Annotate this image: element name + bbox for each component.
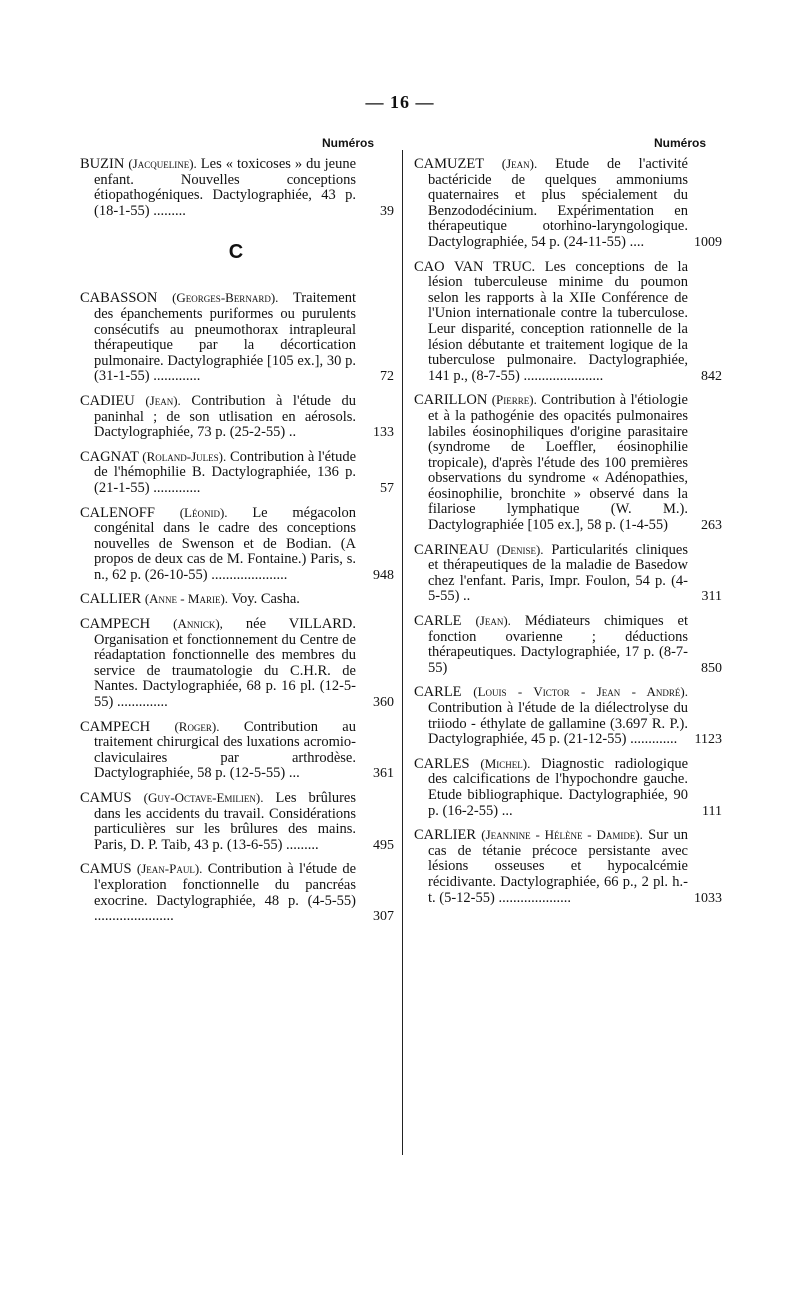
entry-number: 39 [380, 203, 394, 219]
entry-given-name: (Jean). [501, 156, 538, 171]
entry-given-name: (Louis - Victor - Jean - André). [473, 684, 689, 700]
entry-text: Contribution à l'étiologie et à la pathogénie des opacités pulmonaires labiles éosinophiliques d'origine parasitaire (syndrome de Loeffler, éosinophilie tropicale), d'après l'étude des 100 premières observations du syndrome « Adénopathies, éosinophilie, bronchite » observé dans la filariose lymphatique (W. M.). Dactylographiée [105 ex.], 58 p. (1-4-55) [428, 392, 688, 534]
entry-text: née VILLARD. Organisation et fonctionnement du Centre de réadaptation fonctionnelle des membres du service de traumatologie du C.H.R. de Nantes. Dactylographiée, 68 p. 16 pl. (12-5-55) .............. [94, 616, 357, 711]
entry-name: CALENOFF [80, 504, 155, 521]
entry-item [80, 504, 394, 584]
entry-item [414, 541, 722, 605]
entry-text: Etude de l'activité bactéricide de quelques ammoniums quaternaires et plus spécialement du Benzododécinium. Expérimentation en thérapeutique otorhino-laryngologique. Dactylographiée, 54 p. (24-11-55) .... [428, 156, 688, 250]
entry-name: BUZIN [80, 156, 125, 172]
entry-number: 311 [701, 589, 722, 605]
entry-text: Particularités cliniques et thérapeutiques de la maladie de Basedow chez l'enfant. Paris, Impr. Foulon, 54 p. (4-5-55) .. [428, 541, 689, 605]
entry-name: CAMPECH [80, 718, 151, 735]
entry-name: CALLIER [80, 591, 142, 608]
entry-item [80, 718, 394, 782]
entry-given-name: (Jacqueline). [128, 156, 197, 171]
entry-name: CARLES [414, 755, 470, 772]
entry-number: 72 [380, 369, 394, 385]
entry-text: Contribution au traitement chirurgical des luxations acromio-claviculaires par arthrodèse. Dactylographiée, 58 p. (12-5-55) ... [94, 718, 356, 782]
entry-item [80, 591, 356, 608]
entry-text: Contribution à l'étude du paninhal ; de son utlisation en aérosols. Dactylographiée, 73 p. (25-2-55) .. [94, 392, 356, 441]
entry-given-name: (Denise). [496, 541, 544, 557]
entry-given-name: (Jean). [475, 613, 511, 629]
entry-number: 360 [373, 695, 394, 711]
entry-given-name: (Roger). [174, 718, 220, 734]
entry-text: Contribution à l'étude de l'hémophilie B. Dactylographiée, 136 p. (21-1-55) ............. [94, 448, 357, 496]
entry-name: CARILLON [414, 392, 488, 409]
right-column-header: Numéros [654, 136, 707, 150]
entry-given-name: (Jean). [145, 392, 181, 408]
entry-item [414, 684, 722, 748]
entry-number: 263 [701, 518, 722, 534]
entry-given-name: (Georges-Bernard). [172, 290, 279, 306]
entry-name: CARLIER [414, 827, 477, 844]
entry-item [80, 448, 394, 497]
entry-text: Les conceptions de la lésion tuberculeuse minime du poumon selon les rapports à la XIIe Conférence de l'Union internationale contre la tuberculose. Leur disparité, conception rationnelle de la lésion débutante et traitement logique de la tuberculose pulmonaire. Dactylographiée, 141 p., (8-7-55) ...................... [428, 258, 688, 384]
page-number: — 16 — [365, 92, 435, 112]
entry-item [80, 392, 394, 441]
right-column [414, 136, 720, 914]
entry-item [414, 156, 722, 251]
entry-text: Contribution à l'étude de la diélectrolyse du triiodo - éthylate de gallamine (3.697 R. P.). Dactylographiée, 45 p. (21-12-55) ............. [428, 700, 688, 748]
entry-text: Sur un cas de tétanie précoce persistante avec lésions osseuses et hypocalcémie récidivante. Dactylographiée, 66 p., 2 pl. h.-t. (5-12-55) .................... [428, 827, 688, 906]
entry-text: Le mégacolon congénital dans le cadre des conceptions nouvelles de Swenson et de Bodian. (A propos de deux cas de M. Fontaine.) Paris, s. n., 62 p. (26-10-55) ..................... [94, 504, 356, 583]
section-letter: C [228, 241, 244, 264]
entry-text: Diagnostic radiologique des calcifications de l'hypochondre gauche. Etude bibliographique. Dactylographiée, 90 p. (16-2-55) ... [428, 755, 689, 819]
entry-given-name: (Michel). [480, 755, 531, 771]
entry-text: Contribution à l'étude de l'exploration fonctionnelle du pancréas exocrine. Dactylographiée, 48 p. (4-5-55) ...................... [94, 861, 357, 925]
entry-number: 842 [701, 368, 722, 384]
entry-name: CABASSON [80, 290, 158, 307]
entry-item [80, 790, 394, 853]
entry-name: CAO VAN TRUC. [414, 258, 536, 275]
entry-number: 495 [373, 837, 394, 853]
entry-name: CADIEU [80, 392, 135, 409]
entry-item [414, 755, 722, 819]
entry-number: 1009 [694, 234, 722, 250]
entry-item [414, 392, 722, 534]
entry-given-name: (Annick), [173, 616, 223, 632]
entry-given-name: (Jean-Paul). [136, 861, 203, 877]
entry-given-name: (Anne - Marie). [144, 591, 229, 607]
entry-number: 361 [373, 766, 394, 782]
entry-item [414, 258, 722, 385]
entry-name: CARLE [414, 613, 462, 630]
entry-number: 307 [373, 909, 394, 925]
entry-number: 133 [373, 425, 394, 441]
entry-number: 1123 [694, 732, 722, 748]
column-divider [402, 150, 403, 1155]
entry-item [80, 616, 394, 711]
left-column-header: Numéros [322, 136, 375, 150]
entry-text: Voy. Casha. [231, 591, 300, 608]
entry-text: Traitement des épanchements puriformes ou purulents consécutifs au pneumothorax intrapleural thérapeutique par la décortication pulmonaire. Dactylographiée [105 ex.], 30 p. (31-1-55) ............. [94, 290, 356, 385]
entry-name: CAGNAT [80, 448, 139, 465]
entry-number: 57 [380, 480, 394, 496]
entry-item [414, 613, 722, 676]
entry-number: 850 [701, 660, 722, 676]
entry-given-name: (Roland-Jules). [142, 448, 227, 464]
entry-name: CAMUS [80, 790, 132, 806]
entry-name: CARINEAU [414, 541, 489, 558]
entry-name: CAMPECH [80, 616, 151, 633]
entry-item [414, 827, 722, 906]
entry-name: CARLE [414, 684, 462, 701]
entry-item [80, 290, 394, 385]
entry-text: Les « toxicoses » du jeune enfant. Nouvelles conceptions étiopathogéniques. Dactylographiée, 43 p. (18-1-55) ......... [94, 156, 357, 219]
entry-number: 948 [373, 567, 394, 583]
entry-given-name: (Pierre). [491, 392, 537, 408]
entry-name: CAMUZET [414, 156, 484, 172]
entry-buzin [80, 156, 394, 219]
entry-given-name: (Guy-Octave-Emilien). [143, 790, 264, 805]
entry-name: CAMUS [80, 861, 132, 878]
entry-item [80, 861, 394, 925]
entry-number: 111 [702, 803, 722, 819]
entry-text: Médiateurs chimiques et fonction ovarienne ; déductions thérapeutiques. Dactylographiée, 17 p. (8-7-55) [428, 613, 689, 676]
entry-given-name: (Léonid). [179, 504, 228, 520]
entry-number: 1033 [694, 890, 722, 906]
entry-text: Les brûlures dans les accidents du travail. Considérations particulières sur les brûlures des mains. Paris, D. P. Taib, 43 p. (13-6-55) ......... [94, 790, 357, 853]
left-column [80, 136, 392, 933]
entry-given-name: (Jeannine - Hélène - Damide). [481, 827, 643, 843]
